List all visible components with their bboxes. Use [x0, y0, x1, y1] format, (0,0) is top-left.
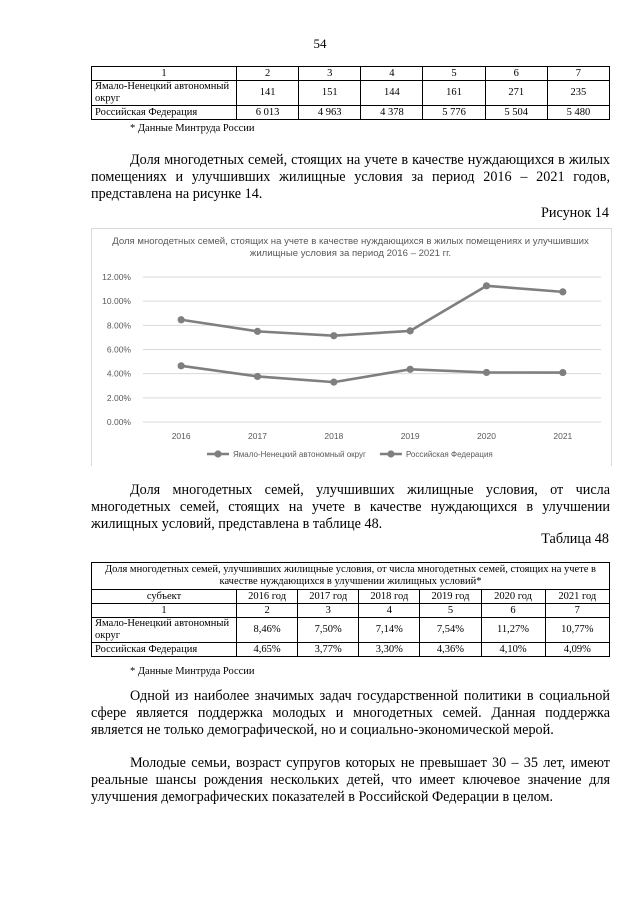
x-tick-label: 2019 — [400, 431, 420, 441]
table-cell: 7,50% — [298, 618, 359, 643]
table-1-note: * Данные Минтруда России — [130, 123, 255, 134]
table-cell: 1 — [92, 604, 237, 618]
row-label: Ямало-Ненецкий автономный округ — [92, 81, 237, 106]
column-header: субъект — [92, 590, 237, 604]
data-point — [407, 366, 414, 373]
x-tick-label: 2016 — [171, 431, 191, 441]
y-tick-label: 8.00% — [106, 320, 131, 331]
y-tick-label: 0.00% — [106, 417, 131, 427]
table-row — [92, 590, 610, 604]
table-row — [92, 67, 610, 81]
paragraph-2 — [91, 482, 610, 533]
table-cell: 4,65% — [237, 643, 298, 657]
line-chart — [91, 228, 610, 465]
table-cell: 161 — [423, 81, 485, 106]
table-row — [92, 604, 610, 618]
table-cell: 4 963 — [299, 106, 361, 120]
table-cell: 2 — [237, 604, 298, 618]
data-point — [178, 362, 185, 369]
table-48-note: * Данные Минтруда России — [130, 666, 255, 677]
table-cell: 7 — [545, 604, 609, 618]
table-cell: 7,14% — [359, 618, 420, 643]
column-header: 2020 год — [481, 590, 545, 604]
paragraph-4 — [91, 755, 610, 806]
series-line-1 — [181, 286, 563, 336]
table-cell: 3,30% — [359, 643, 420, 657]
table-cell: 4,09% — [545, 643, 609, 657]
legend-label: Ямало-Ненецкий автономный округ — [233, 450, 366, 459]
y-tick-label: 4.00% — [106, 368, 131, 379]
legend-label: Российская Федерация — [405, 450, 493, 459]
column-header: 2021 год — [545, 590, 609, 604]
table-cell: 5 — [423, 67, 485, 81]
table-cell: 141 — [237, 81, 299, 106]
data-point — [178, 316, 185, 323]
table-cell: 4 — [359, 604, 420, 618]
data-point — [483, 282, 490, 289]
row-label: Российская Федерация — [92, 106, 237, 120]
paragraph-1 — [91, 152, 610, 203]
table-title: Доля многодетных семей, улучшивших жилищные условия, от числа многодетных семей, стоящих на учете в качестве нуждающихся в улучшении жилищных условий* — [92, 563, 610, 590]
column-header: 2017 год — [298, 590, 359, 604]
table-cell: 144 — [361, 81, 423, 106]
paragraph-3 — [91, 688, 610, 739]
chart-title: Доля многодетных семей, стоящих на учете в качестве нуждающихся в жилых помещениях и улучшивших жилищные условия за период 2016 – 2021 гг. — [112, 236, 589, 259]
paragraph-text: Молодые семьи, возраст супругов которых не превышает 30 – 35 лет, имеют реальные шансы рождения нескольких детей, что имеет ключевое значение для улучшения демографических показателей в Российской Федерации в целом. — [91, 755, 610, 805]
table-cell: 3,77% — [298, 643, 359, 657]
table-row — [92, 618, 610, 643]
x-tick-label: 2021 — [553, 431, 573, 441]
table-cell: 4,36% — [420, 643, 481, 657]
table-cell: 7,54% — [420, 618, 481, 643]
column-header: 2018 год — [359, 590, 420, 604]
data-point — [254, 373, 261, 380]
data-point — [483, 369, 490, 376]
paragraph-text: Доля многодетных семей, стоящих на учете в качестве нуждающихся в жилых помещениях и улучшивших жилищные условия за период 2016 – 2021 годов, представлена на рисунке 14. — [91, 152, 610, 202]
data-point — [559, 288, 566, 295]
column-header: 2019 год — [420, 590, 481, 604]
table-cell: 5 504 — [485, 106, 547, 120]
table-cell: 10,77% — [545, 618, 609, 643]
table-cell: 1 — [92, 67, 237, 81]
table-row — [92, 81, 610, 106]
column-header: 2016 год — [237, 590, 298, 604]
x-tick-label: 2020 — [477, 431, 496, 441]
table-cell: 4 — [361, 67, 423, 81]
table-cell: 4,10% — [481, 643, 545, 657]
y-tick-label: 2.00% — [106, 392, 131, 403]
table-cell: 151 — [299, 81, 361, 106]
figure-caption: Рисунок 14 — [540, 205, 609, 221]
x-tick-label: 2017 — [248, 431, 267, 441]
data-point — [559, 369, 566, 376]
y-tick-label: 6.00% — [106, 344, 131, 355]
table-title-row — [92, 563, 610, 590]
table-caption: Таблица 48 — [541, 531, 609, 547]
page-number: 54 — [313, 36, 327, 51]
table-cell: 5 776 — [423, 106, 485, 120]
table-cell: 4 378 — [361, 106, 423, 120]
y-tick-label: 12.00% — [102, 272, 131, 282]
table-cell: 6 013 — [237, 106, 299, 120]
table-cell: 7 — [547, 67, 609, 81]
table-cell: 6 — [481, 604, 545, 618]
table-cell: 5 — [420, 604, 481, 618]
table-cell: 235 — [547, 81, 609, 106]
row-label: Ямало-Ненецкий автономный округ — [92, 618, 237, 643]
data-point — [254, 328, 261, 335]
table-cell: 5 480 — [547, 106, 609, 120]
x-tick-label: 2018 — [324, 431, 344, 441]
legend-marker — [387, 450, 394, 457]
table-48 — [91, 562, 610, 657]
table-row — [92, 643, 610, 657]
y-tick-label: 10.00% — [102, 296, 131, 307]
data-point — [330, 332, 337, 339]
table-row — [92, 106, 610, 120]
table-cell: 2 — [237, 67, 299, 81]
table-cell: 3 — [299, 67, 361, 81]
table-cell: 11,27% — [481, 618, 545, 643]
table-1 — [91, 66, 610, 120]
legend-marker — [214, 450, 221, 457]
data-point — [407, 327, 414, 334]
table-cell: 271 — [485, 81, 547, 106]
paragraph-text: Доля многодетных семей, улучшивших жилищные условия, от числа многодетных семей, стоящих на учете в качестве нуждающихся в улучшении жилищных условий, представлена в таблице 48. — [91, 482, 610, 532]
row-label: Российская Федерация — [92, 643, 237, 657]
data-point — [330, 379, 337, 386]
table-cell: 3 — [298, 604, 359, 618]
table-cell: 8,46% — [237, 618, 298, 643]
paragraph-text: Одной из наиболее значимых задач государственной политики в социальной сфере является поддержка молодых и многодетных семей. Данная поддержка является не только демографической, но и социально-экономической мерой. — [91, 688, 610, 738]
table-cell: 6 — [485, 67, 547, 81]
